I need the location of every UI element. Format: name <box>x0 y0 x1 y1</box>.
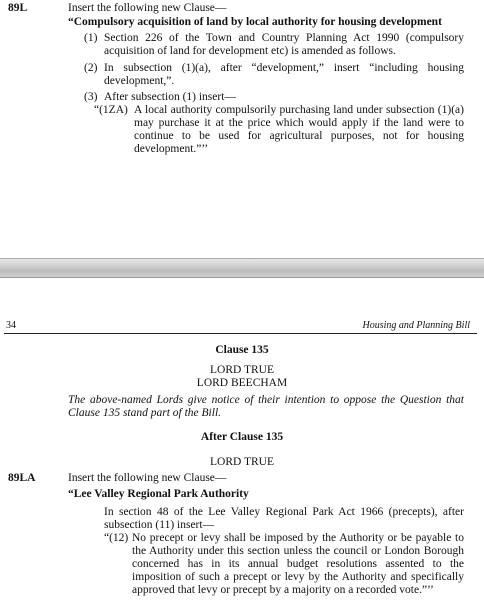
item-2 <box>84 62 464 88</box>
subsection-number: “(12) <box>104 532 129 544</box>
page-top <box>0 0 484 258</box>
clause-heading: “Compulsory acquisition of land by local authority for housing development <box>68 16 442 28</box>
item-1 <box>84 32 464 58</box>
clause-heading: Clause 135 <box>215 344 269 356</box>
item-number: (1) <box>84 32 98 44</box>
item-number: (2) <box>84 62 98 74</box>
subsection-text: No precept or levy shall be imposed by the Authority or be payable to the Authority under this section unless the council or London Borough concerned has in its annual budget resolutions assented to the imposition of such a precept or levy by the Authority and specifically approved that levy or precept by a majority on a recorded vote.”’’ <box>132 532 464 596</box>
subsection-text: A local authority compulsorily purchasing land under subsection (1)(a) may purchase it at the price which would apply if the land were to continue to be used for agricultural purposes, not for housing development.”’’ <box>134 104 464 155</box>
item-3 <box>84 91 464 104</box>
subsection-number: “(1ZA) <box>94 104 128 116</box>
lord-name: LORD BEECHAM <box>196 377 288 389</box>
item-text: In subsection (1)(a), after “development,” insert “including housing development,”. <box>104 62 464 87</box>
item-number: (3) <box>84 91 98 103</box>
notice-text: The above-named Lords give notice of their intention to oppose the Question that Clause 135 stand part of the Bill. <box>68 394 464 419</box>
amendment-number: 89L <box>8 2 28 14</box>
header-rule <box>4 333 477 334</box>
page-number: 34 <box>6 320 16 331</box>
running-title: Housing and Planning Bill <box>362 320 470 331</box>
lord-name: LORD TRUE <box>210 364 274 376</box>
lord-name: LORD TRUE <box>210 456 274 468</box>
item-text: Section 226 of the Town and Country Planning Act 1990 (compulsory acquisition of land for development etc) is amended as follows. <box>104 32 464 57</box>
amendment-lead: Insert the following new Clause— <box>68 472 227 484</box>
page-bottom <box>0 276 484 600</box>
amendment-number: 89LA <box>8 472 36 484</box>
inserted-subsection <box>94 104 464 156</box>
inserted-subsection <box>104 532 464 597</box>
after-clause-heading: After Clause 135 <box>200 431 284 443</box>
amendment-lead: Insert the following new Clause— <box>68 2 227 14</box>
item-text: After subsection (1) insert— <box>104 91 236 103</box>
amending-text: In section 48 of the Lee Valley Regional Park Act 1966 (precepts), after subsection (11) insert— <box>104 506 464 531</box>
new-clause-heading: “Lee Valley Regional Park Authority <box>68 488 249 500</box>
page-break-gap <box>0 258 484 278</box>
